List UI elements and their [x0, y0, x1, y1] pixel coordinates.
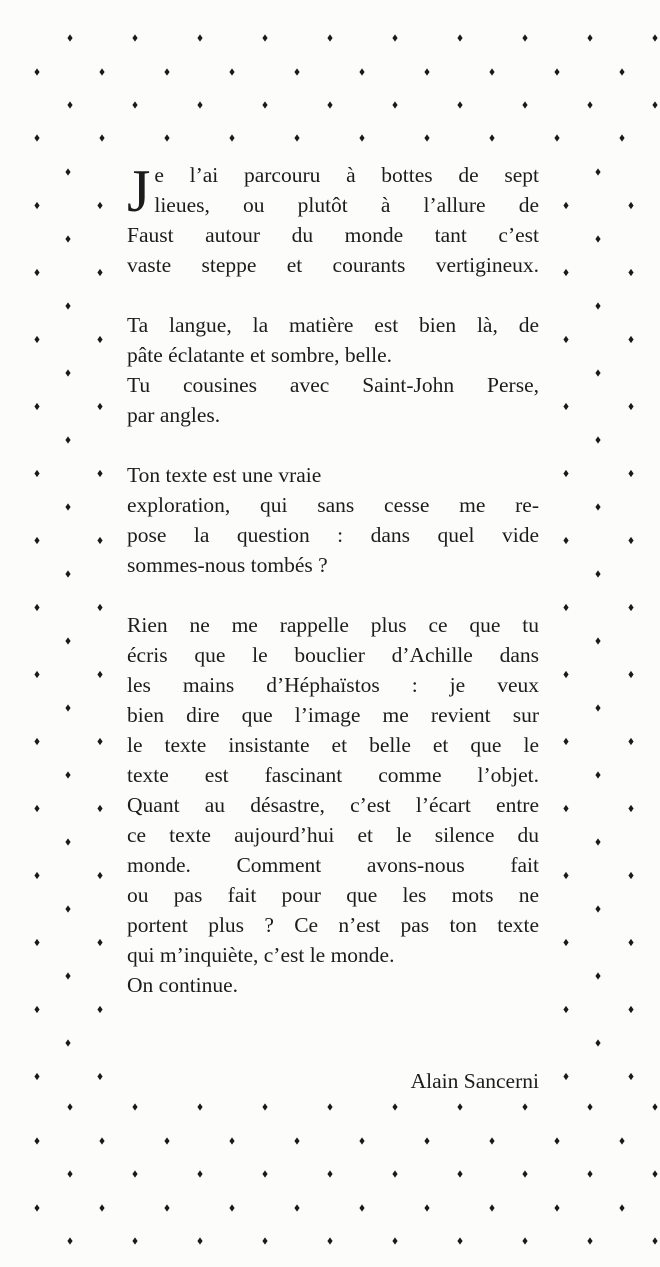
diamond-dot	[587, 1237, 592, 1244]
diamond-dot	[563, 1006, 568, 1013]
diamond-dot	[34, 470, 39, 477]
diamond-dot	[97, 336, 102, 343]
diamond-dot	[554, 1137, 559, 1144]
diamond-dot	[327, 34, 332, 41]
diamond-dot	[34, 1073, 39, 1080]
diamond-dot	[97, 1073, 102, 1080]
diamond-dot	[65, 369, 70, 376]
diamond-dot	[563, 269, 568, 276]
diamond-dot	[628, 470, 633, 477]
diamond-dot	[457, 1103, 462, 1110]
diamond-dot	[327, 1237, 332, 1244]
diamond-dot	[229, 1137, 234, 1144]
diamond-dot	[587, 34, 592, 41]
letter-body	[127, 160, 539, 1030]
diamond-dot	[652, 1237, 657, 1244]
diamond-dot	[164, 134, 169, 141]
diamond-dot	[34, 336, 39, 343]
diamond-dot	[197, 101, 202, 108]
diamond-dot	[34, 202, 39, 209]
diamond-dot	[563, 738, 568, 745]
diamond-dot	[99, 1137, 104, 1144]
text-line: pose la question : dans quel vide	[127, 523, 539, 547]
diamond-dot	[522, 101, 527, 108]
diamond-dot	[34, 872, 39, 879]
diamond-dot	[34, 805, 39, 812]
diamond-dot	[262, 34, 267, 41]
diamond-dot	[132, 1103, 137, 1110]
diamond-dot	[563, 470, 568, 477]
diamond-dot	[97, 872, 102, 879]
diamond-dot	[99, 1204, 104, 1211]
text-line: écris que le bouclier d’Achille dans	[127, 643, 539, 667]
text-line: Ta langue, la matière est bien là, de	[127, 313, 539, 337]
diamond-dot	[97, 939, 102, 946]
diamond-dot	[424, 134, 429, 141]
paragraph-2	[127, 310, 539, 430]
diamond-dot	[563, 537, 568, 544]
diamond-dot	[132, 101, 137, 108]
diamond-dot	[563, 939, 568, 946]
diamond-dot	[359, 1137, 364, 1144]
diamond-dot	[563, 1073, 568, 1080]
text-line: sommes-nous tombés ?	[127, 553, 328, 577]
diamond-dot	[522, 1237, 527, 1244]
text-line: monde. Comment avons-nous fait	[127, 853, 539, 877]
text-line: vaste steppe et courants vertigineux.	[127, 253, 539, 277]
diamond-dot	[619, 1137, 624, 1144]
diamond-dot	[67, 101, 72, 108]
diamond-dot	[652, 1103, 657, 1110]
diamond-dot	[359, 68, 364, 75]
diamond-dot	[164, 1204, 169, 1211]
diamond-dot	[262, 1170, 267, 1177]
diamond-dot	[392, 34, 397, 41]
diamond-dot	[65, 1039, 70, 1046]
diamond-dot	[595, 704, 600, 711]
diamond-dot	[595, 905, 600, 912]
diamond-dot	[65, 235, 70, 242]
diamond-dot	[229, 1204, 234, 1211]
diamond-dot	[294, 1204, 299, 1211]
diamond-dot	[262, 1103, 267, 1110]
diamond-dot	[65, 838, 70, 845]
diamond-dot	[554, 68, 559, 75]
text-line: ou pas fait pour que les mots ne	[127, 883, 539, 907]
diamond-dot	[34, 1204, 39, 1211]
diamond-dot	[652, 1170, 657, 1177]
diamond-dot	[563, 805, 568, 812]
text-line: le texte insistante et belle et que le	[127, 733, 539, 757]
diamond-dot	[65, 972, 70, 979]
diamond-dot	[489, 134, 494, 141]
diamond-dot	[628, 604, 633, 611]
diamond-dot	[164, 1137, 169, 1144]
diamond-dot	[34, 537, 39, 544]
diamond-dot	[595, 235, 600, 242]
text-line: Rien ne me rappelle plus ce que tu	[127, 613, 539, 637]
diamond-dot	[99, 68, 104, 75]
diamond-dot	[628, 939, 633, 946]
diamond-dot	[522, 34, 527, 41]
diamond-dot	[489, 1137, 494, 1144]
diamond-dot	[628, 336, 633, 343]
diamond-dot	[294, 134, 299, 141]
diamond-dot	[327, 1170, 332, 1177]
diamond-dot	[97, 604, 102, 611]
diamond-dot	[67, 1103, 72, 1110]
diamond-dot	[489, 1204, 494, 1211]
diamond-dot	[563, 403, 568, 410]
diamond-dot	[587, 1170, 592, 1177]
paragraph-3	[127, 460, 539, 580]
diamond-dot	[522, 1103, 527, 1110]
diamond-dot	[595, 570, 600, 577]
diamond-dot	[97, 269, 102, 276]
text-line: portent plus ? Ce n’est pas ton texte	[127, 913, 539, 937]
diamond-dot	[65, 704, 70, 711]
diamond-dot	[595, 637, 600, 644]
text-line: pâte éclatante et sombre, belle.	[127, 343, 393, 367]
diamond-dot	[34, 1006, 39, 1013]
diamond-dot	[34, 1137, 39, 1144]
diamond-dot	[65, 503, 70, 510]
diamond-dot	[65, 168, 70, 175]
diamond-dot	[392, 1170, 397, 1177]
diamond-dot	[34, 738, 39, 745]
diamond-dot	[34, 604, 39, 611]
diamond-dot	[457, 1237, 462, 1244]
diamond-dot	[197, 1170, 202, 1177]
diamond-dot	[197, 1103, 202, 1110]
diamond-dot	[97, 403, 102, 410]
diamond-dot	[97, 738, 102, 745]
diamond-dot	[522, 1170, 527, 1177]
diamond-dot	[595, 838, 600, 845]
diamond-dot	[65, 302, 70, 309]
diamond-dot	[327, 101, 332, 108]
diamond-dot	[595, 302, 600, 309]
paragraph-4	[127, 610, 539, 1000]
text-line: Ton texte est une vraie	[127, 463, 322, 487]
diamond-dot	[67, 34, 72, 41]
diamond-dot	[628, 805, 633, 812]
text-line: qui m’inquiète, c’est le monde.	[127, 943, 395, 967]
diamond-dot	[34, 671, 39, 678]
diamond-dot	[34, 134, 39, 141]
diamond-dot	[652, 34, 657, 41]
diamond-dot	[97, 537, 102, 544]
diamond-dot	[595, 771, 600, 778]
text-line: Tu cousines avec Saint-John Perse,	[127, 373, 539, 397]
diamond-dot	[424, 68, 429, 75]
diamond-dot	[65, 436, 70, 443]
text-line: lieues, ou plutôt à l’allure de	[154, 193, 539, 217]
text-line: exploration, qui sans cesse me re-	[127, 493, 539, 517]
diamond-dot	[628, 537, 633, 544]
diamond-dot	[424, 1204, 429, 1211]
diamond-dot	[359, 134, 364, 141]
diamond-dot	[34, 68, 39, 75]
diamond-dot	[619, 1204, 624, 1211]
diamond-dot	[262, 1237, 267, 1244]
text-line: On continue.	[127, 973, 239, 997]
text-line: par angles.	[127, 403, 221, 427]
diamond-dot	[65, 570, 70, 577]
diamond-dot	[628, 872, 633, 879]
diamond-dot	[97, 805, 102, 812]
diamond-dot	[65, 637, 70, 644]
diamond-dot	[392, 101, 397, 108]
diamond-dot	[97, 202, 102, 209]
diamond-dot	[628, 1006, 633, 1013]
diamond-dot	[424, 1137, 429, 1144]
diamond-dot	[489, 68, 494, 75]
diamond-dot	[587, 101, 592, 108]
diamond-dot	[554, 1204, 559, 1211]
diamond-dot	[359, 1204, 364, 1211]
drop-cap: J	[127, 158, 151, 224]
diamond-dot	[628, 269, 633, 276]
diamond-dot	[595, 168, 600, 175]
diamond-dot	[595, 436, 600, 443]
diamond-dot	[132, 34, 137, 41]
diamond-dot	[34, 269, 39, 276]
diamond-dot	[65, 771, 70, 778]
diamond-dot	[97, 470, 102, 477]
diamond-dot	[563, 671, 568, 678]
diamond-dot	[97, 1006, 102, 1013]
text-line: Faust autour du monde tant c’est	[127, 223, 539, 247]
diamond-dot	[457, 101, 462, 108]
text-line: e l’ai parcouru à bottes de sept	[154, 163, 539, 187]
diamond-dot	[457, 34, 462, 41]
signature: Alain Sancerni	[410, 1069, 539, 1093]
diamond-dot	[628, 1073, 633, 1080]
diamond-dot	[229, 68, 234, 75]
diamond-dot	[34, 403, 39, 410]
diamond-dot	[67, 1237, 72, 1244]
diamond-dot	[628, 403, 633, 410]
diamond-dot	[619, 134, 624, 141]
text-line: les mains d’Héphaïstos : je veux	[127, 673, 539, 697]
diamond-dot	[595, 1039, 600, 1046]
diamond-dot	[652, 101, 657, 108]
diamond-dot	[392, 1103, 397, 1110]
diamond-dot	[587, 1103, 592, 1110]
diamond-dot	[67, 1170, 72, 1177]
diamond-dot	[628, 202, 633, 209]
diamond-dot	[229, 134, 234, 141]
diamond-dot	[554, 134, 559, 141]
diamond-dot	[595, 369, 600, 376]
diamond-dot	[99, 134, 104, 141]
diamond-dot	[132, 1170, 137, 1177]
text-line: bien dire que l’image me revient sur	[127, 703, 539, 727]
diamond-dot	[294, 68, 299, 75]
diamond-dot	[262, 101, 267, 108]
diamond-dot	[294, 1137, 299, 1144]
diamond-dot	[65, 905, 70, 912]
diamond-dot	[595, 503, 600, 510]
paragraph-1	[127, 160, 539, 280]
diamond-dot	[628, 671, 633, 678]
text-line: texte est fascinant comme l’objet.	[127, 763, 539, 787]
diamond-dot	[457, 1170, 462, 1177]
text-line: ce texte aujourd’hui et le silence du	[127, 823, 539, 847]
diamond-dot	[97, 671, 102, 678]
diamond-dot	[563, 872, 568, 879]
diamond-dot	[563, 604, 568, 611]
diamond-dot	[197, 1237, 202, 1244]
diamond-dot	[164, 68, 169, 75]
diamond-dot	[628, 738, 633, 745]
diamond-dot	[563, 202, 568, 209]
diamond-dot	[327, 1103, 332, 1110]
diamond-dot	[197, 34, 202, 41]
diamond-dot	[595, 972, 600, 979]
diamond-dot	[392, 1237, 397, 1244]
diamond-dot	[563, 336, 568, 343]
diamond-dot	[132, 1237, 137, 1244]
diamond-dot	[619, 68, 624, 75]
text-line: Quant au désastre, c’est l’écart entre	[127, 793, 539, 817]
diamond-dot	[34, 939, 39, 946]
